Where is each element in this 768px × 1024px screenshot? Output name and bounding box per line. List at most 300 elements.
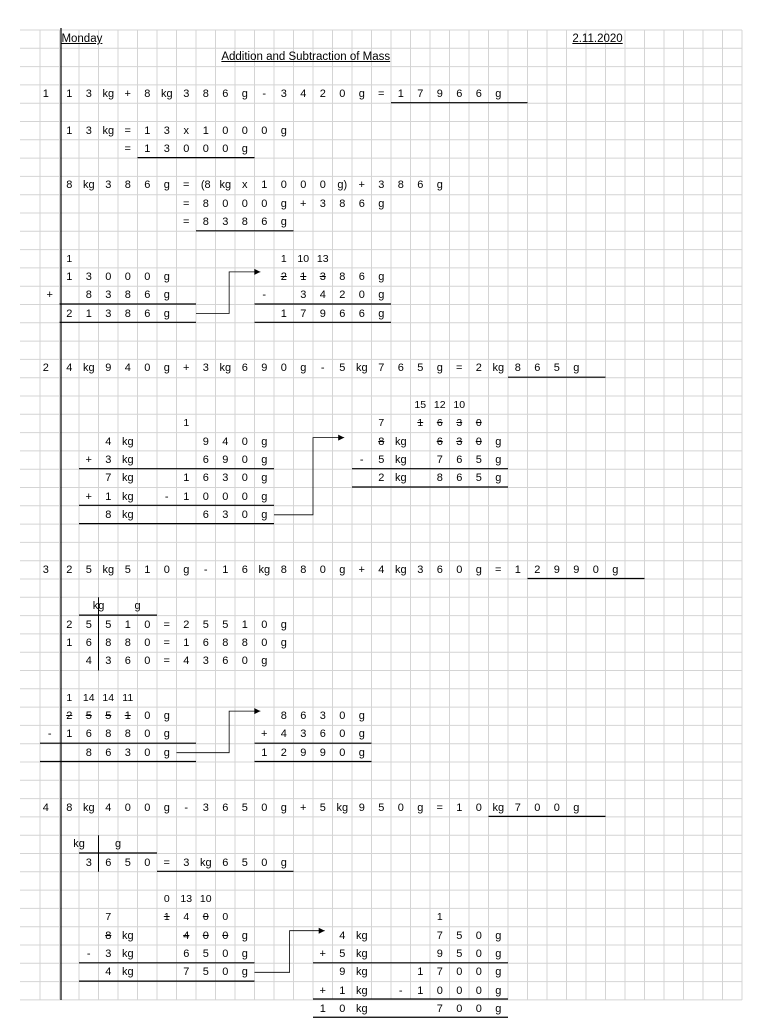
cell-text: 0 (534, 801, 541, 814)
cell-text: 9 (436, 948, 443, 960)
cell-text: 8 (436, 472, 443, 485)
cell-text: 0 (222, 948, 229, 960)
cell-text: g (163, 307, 170, 320)
borrow-digit: 15 (414, 399, 427, 411)
cell-text: 6 (202, 508, 209, 521)
cell-text: kg (394, 472, 407, 485)
cell-text: + (319, 948, 326, 960)
cell-text: 5 (475, 472, 482, 485)
cell-text: - (398, 984, 403, 997)
cell-text: 3 (378, 179, 385, 192)
cell-text: 3 (417, 563, 424, 576)
borrow-digit: 3 (456, 417, 463, 430)
cell-text: 2 (66, 710, 73, 723)
cell-text: 0 (144, 801, 151, 814)
cell-text: 3 (202, 655, 209, 668)
cell-text: = (163, 618, 170, 631)
cell-text: 2 (475, 362, 482, 375)
cell-text: 0 (261, 197, 268, 210)
column-header: g (134, 600, 141, 613)
cell-text: 8 (339, 197, 346, 210)
cell-text: 1 (66, 124, 73, 137)
cell-text: 6 (456, 472, 463, 485)
cell-text: 6 (222, 856, 229, 869)
cell-text: + (358, 563, 365, 576)
cell-text: kg (219, 179, 232, 192)
cell-text: 4 (124, 362, 131, 375)
cell-text: g (163, 270, 170, 283)
cell-text: 5 (378, 801, 385, 814)
cell-text: g (261, 453, 268, 466)
borrow-digit: 4 (183, 911, 190, 924)
cell-text: 5 (222, 618, 229, 631)
cell-text: g (280, 618, 287, 631)
cell-text: 8 (124, 179, 131, 192)
borrow-digit: 10 (297, 252, 310, 265)
cell-text: 6 (339, 307, 346, 320)
cell-text: 5 (202, 966, 209, 979)
cell-text: - (320, 362, 325, 375)
cell-text: 2 (534, 563, 541, 576)
cell-text: 6 (183, 948, 190, 960)
cell-text: 5 (124, 563, 131, 576)
cell-text: g (378, 307, 385, 320)
cell-text: 3 (105, 655, 112, 668)
cell-text: 0 (144, 856, 151, 869)
cell-text: 8 (280, 563, 287, 576)
borrow-digit: 0 (222, 911, 229, 924)
cell-text: g (436, 179, 443, 192)
cell-text: 1 (514, 563, 521, 576)
cell-text: kg (355, 929, 368, 942)
cell-text: 1 (85, 307, 92, 320)
cell-text: = (495, 563, 502, 576)
borrow-digit: 7 (378, 417, 385, 430)
cell-text: 6 (241, 362, 248, 375)
cell-text: 5 (475, 453, 482, 466)
cell-text: 7 (378, 362, 385, 375)
cell-text: g (241, 966, 248, 979)
carry-digit: 1 (66, 252, 73, 265)
cell-text: g (163, 710, 170, 723)
cell-text: 8 (85, 746, 92, 759)
cell-text: 0 (241, 508, 248, 521)
cell-text: g (163, 179, 170, 192)
cell-text: g (378, 289, 385, 302)
cell-text: + (300, 801, 307, 814)
cell-text: 9 (105, 362, 112, 375)
cell-text: 9 (319, 746, 326, 759)
cell-text: kg (121, 966, 134, 979)
cell-text: 0 (456, 563, 463, 576)
cell-text: 5 (241, 856, 248, 869)
cell-text: 2 (66, 618, 73, 631)
cell-text: 3 (319, 197, 326, 210)
cell-text: 6 (300, 710, 307, 723)
cell-text: 6 (358, 197, 365, 210)
cell-text: 5 (124, 856, 131, 869)
cell-text: 3 (105, 179, 112, 192)
borrow-digit: 13 (180, 893, 193, 906)
cell-text: g (241, 87, 248, 100)
cell-text: 0 (124, 270, 131, 283)
cell-text: 1 (183, 490, 190, 503)
cell-text: g (261, 655, 268, 668)
cell-text: 3 (105, 453, 112, 466)
cell-text: + (261, 728, 268, 741)
cell-text: 7 (436, 1002, 443, 1015)
cell-text: kg (121, 435, 134, 448)
cell-text: + (85, 490, 92, 503)
cell-text: 3 (300, 728, 307, 741)
cell-text: 0 (339, 87, 346, 100)
cell-text: 5 (85, 710, 92, 723)
cell-text: 4 (339, 929, 346, 942)
cell-text: 0 (319, 563, 326, 576)
cell-text: g (280, 856, 287, 869)
cell-text: 2 (378, 472, 385, 485)
cell-text: 8 (202, 87, 209, 100)
cell-text: g (495, 1002, 502, 1015)
cell-text: 5 (105, 618, 112, 631)
cell-text: 1 (417, 984, 424, 997)
cell-text: 4 (183, 655, 190, 668)
cell-text: 0 (144, 362, 151, 375)
cell-text: 1 (300, 270, 307, 283)
cell-text: kg (336, 801, 349, 814)
cell-text: kg (82, 179, 95, 192)
cell-text: 8 (202, 216, 209, 228)
cell-text: 6 (222, 655, 229, 668)
column-header: kg (73, 838, 85, 851)
cell-text: - (184, 801, 189, 814)
cell-text: 8 (280, 710, 287, 723)
borrow-digit: 1 (280, 252, 287, 265)
cell-text: 0 (261, 856, 268, 869)
cell-text: 3 (319, 710, 326, 723)
cell-text: 3 (222, 472, 229, 485)
cell-text: 0 (475, 948, 482, 960)
cell-text: 5 (85, 563, 92, 576)
cell-text: 1 (66, 87, 73, 100)
cell-text: kg (82, 362, 95, 375)
cell-text: 6 (144, 307, 151, 320)
problem-number: 2 (42, 362, 49, 375)
cell-text: 0 (300, 179, 307, 192)
cell-text: 4 (105, 966, 112, 979)
cell-text: 6 (456, 87, 463, 100)
cell-text: 8 (105, 636, 112, 649)
cell-text: 0 (241, 472, 248, 485)
cell-text: 5 (85, 618, 92, 631)
cell-text: 9 (222, 453, 229, 466)
cell-text: 3 (105, 948, 112, 960)
cell-text: g (495, 929, 502, 942)
borrow-digit: 1 (66, 691, 73, 704)
cell-text: 9 (202, 435, 209, 448)
cell-text: g (163, 362, 170, 375)
cell-text: 9 (436, 87, 443, 100)
cell-text: 1 (66, 270, 73, 283)
cell-text: g (163, 289, 170, 302)
cell-text: 0 (358, 289, 365, 302)
cell-text: kg (121, 508, 134, 521)
cell-text: 3 (85, 270, 92, 283)
cell-text: 2 (319, 87, 326, 100)
cell-text: 1 (417, 966, 424, 979)
cell-text: - (262, 87, 267, 100)
cell-text: 5 (319, 801, 326, 814)
cell-text: 8 (66, 801, 73, 814)
cell-text: + (46, 289, 53, 302)
cell-text: g (378, 270, 385, 283)
cell-text: 0 (475, 984, 482, 997)
cell-text: 6 (358, 270, 365, 283)
cell-text: 6 (202, 636, 209, 649)
cell-text: 2 (280, 270, 287, 283)
cell-text: kg (355, 1002, 368, 1015)
cell-text: 8 (105, 929, 112, 942)
cell-text: 1 (144, 142, 151, 155)
cell-text: = (436, 801, 443, 814)
cell-text: 3 (124, 746, 131, 759)
cell-text: kg (219, 362, 232, 375)
cell-text: 8 (66, 179, 73, 192)
cell-text: kg (160, 87, 173, 100)
cell-text: 0 (163, 563, 170, 576)
cell-text: 5 (553, 362, 560, 375)
cell-text: 8 (124, 636, 131, 649)
cell-text: 4 (280, 728, 287, 741)
cell-text: g (300, 362, 307, 375)
cell-text: 0 (202, 490, 209, 503)
cell-text: 6 (202, 472, 209, 485)
cell-text: kg (394, 563, 407, 576)
cell-text: = (163, 636, 170, 649)
cell-text: g (280, 636, 287, 649)
cell-text: 1 (105, 490, 112, 503)
cell-text: 1 (144, 124, 151, 137)
cell-text: + (124, 87, 131, 100)
cell-text: 6 (261, 216, 268, 228)
cell-text: 0 (339, 710, 346, 723)
cell-text: 8 (124, 728, 131, 741)
cell-text: 0 (241, 197, 248, 210)
cell-text: 8 (144, 87, 151, 100)
cell-text: 2 (66, 307, 73, 320)
cell-text: 0 (261, 124, 268, 137)
cell-text: g (280, 197, 287, 210)
cell-text: g (417, 801, 424, 814)
cell-text: kg (492, 362, 505, 375)
cell-text: 0 (553, 801, 560, 814)
cell-text: g (495, 948, 502, 960)
cell-text: = (183, 216, 190, 228)
cell-text: 0 (456, 1002, 463, 1015)
cell-text: 8 (124, 307, 131, 320)
cell-text: 1 (144, 563, 151, 576)
cell-text: kg (355, 984, 368, 997)
cell-text: g (495, 966, 502, 979)
cell-text: 8 (222, 636, 229, 649)
cell-text: 6 (144, 289, 151, 302)
cell-text: 7 (436, 966, 443, 979)
cell-text: 1 (222, 563, 229, 576)
cell-text: 8 (202, 197, 209, 210)
problem-number: 3 (42, 563, 49, 576)
cell-text: x (242, 179, 248, 192)
cell-text: 1 (66, 728, 73, 741)
cell-text: 3 (163, 142, 170, 155)
cell-text: - (262, 289, 267, 302)
cell-text: 0 (280, 362, 287, 375)
cell-text: 9 (339, 966, 346, 979)
cell-text: = (163, 655, 170, 668)
cell-text: 3 (105, 307, 112, 320)
cell-text: kg (355, 966, 368, 979)
cell-text: g (183, 563, 190, 576)
cell-text: 0 (475, 435, 482, 448)
cell-text: 0 (202, 929, 209, 942)
borrow-digit: 14 (82, 691, 95, 704)
cell-text: 1 (241, 618, 248, 631)
cell-text: 0 (124, 801, 131, 814)
cell-text: + (85, 453, 92, 466)
cell-text: kg (355, 948, 368, 960)
cell-text: 9 (358, 801, 365, 814)
cell-text: 0 (222, 142, 229, 155)
cell-text: 3 (202, 801, 209, 814)
cell-text: 3 (85, 124, 92, 137)
cell-text: 0 (397, 801, 404, 814)
cell-text: kg (394, 453, 407, 466)
cell-text: 6 (436, 435, 443, 448)
cell-text: 8 (124, 289, 131, 302)
cell-text: 0 (222, 929, 229, 942)
cell-text: 5 (456, 948, 463, 960)
cell-text: 4 (183, 929, 190, 942)
cell-text: g (241, 929, 248, 942)
carry-digit: 1 (183, 417, 190, 430)
cell-text: g (378, 197, 385, 210)
cell-text: 1 (66, 636, 73, 649)
column-header: g (114, 838, 122, 851)
cell-text: kg (82, 801, 95, 814)
borrow-digit: 12 (433, 399, 446, 411)
cell-text: g (280, 801, 287, 814)
cell-text: 3 (163, 124, 170, 137)
cell-text: 6 (436, 563, 443, 576)
cell-text: = (183, 179, 190, 192)
page-title: Addition and Subtraction of Mass (221, 51, 391, 64)
cell-text: 0 (280, 179, 287, 192)
cell-text: 5 (417, 362, 424, 375)
cell-text: 1 (339, 984, 346, 997)
cell-text: 4 (105, 801, 112, 814)
cell-text: 7 (183, 966, 190, 979)
cell-text: 1 (261, 746, 268, 759)
borrow-digit: 14 (102, 691, 115, 704)
cell-text: 5 (378, 453, 385, 466)
cell-text: 0 (475, 801, 482, 814)
cell-text: 0 (339, 1002, 346, 1015)
cell-text: 5 (456, 929, 463, 942)
cell-text: g (573, 362, 580, 375)
cell-text: g (495, 984, 502, 997)
cell-text: 4 (66, 362, 73, 375)
cell-text: g (475, 563, 482, 576)
cell-text: 8 (105, 728, 112, 741)
cell-text: - (86, 948, 91, 960)
cell-text: 7 (300, 307, 307, 320)
cell-text: 0 (105, 270, 112, 283)
cell-text: kg (121, 453, 134, 466)
cell-text: 0 (456, 984, 463, 997)
cell-text: g (163, 801, 170, 814)
cell-text: g (436, 362, 443, 375)
cell-text: 6 (124, 655, 131, 668)
cell-text: 0 (436, 984, 443, 997)
cell-text: 7 (514, 801, 521, 814)
cell-text: 6 (319, 728, 326, 741)
cell-text: 8 (105, 508, 112, 521)
borrow-digit: 0 (475, 417, 482, 430)
cell-text: 9 (261, 362, 268, 375)
cell-text: 1 (397, 87, 404, 100)
cell-text: 6 (105, 856, 112, 869)
cell-text: 4 (85, 655, 92, 668)
cell-text: 7 (436, 929, 443, 942)
cell-text: 3 (300, 289, 307, 302)
cell-text: 3 (202, 362, 209, 375)
cell-text: 8 (514, 362, 521, 375)
cell-text: g (495, 435, 502, 448)
borrow-digit: 10 (453, 399, 466, 411)
cell-text: 4 (319, 289, 326, 302)
cell-text: 6 (417, 179, 424, 192)
cell-text: 0 (241, 655, 248, 668)
day-label: Monday (61, 33, 103, 45)
cell-text: g (358, 746, 365, 759)
cell-text: g (163, 746, 170, 759)
cell-text: 0 (339, 746, 346, 759)
cell-text: g (241, 948, 248, 960)
cell-text: 0 (144, 636, 151, 649)
cell-text: g (261, 508, 268, 521)
cell-text: 0 (475, 929, 482, 942)
cell-text: 6 (475, 87, 482, 100)
cell-text: 2 (66, 563, 73, 576)
cell-text: 6 (144, 179, 151, 192)
cell-text: 4 (105, 435, 112, 448)
cell-text: (8 (200, 179, 211, 192)
cell-text: + (358, 179, 365, 192)
cell-text: 0 (222, 490, 229, 503)
cell-text: 6 (222, 801, 229, 814)
cell-text: 9 (300, 746, 307, 759)
cell-text: 6 (222, 87, 229, 100)
cell-text: 5 (202, 618, 209, 631)
cell-text: g (495, 472, 502, 485)
carry-digit: 1 (436, 911, 443, 924)
cell-text: 8 (339, 270, 346, 283)
cell-text: 0 (241, 124, 248, 137)
cell-text: 0 (456, 966, 463, 979)
cell-text: 0 (144, 710, 151, 723)
cell-text: - (203, 563, 208, 576)
cell-text: 3 (319, 270, 326, 283)
cell-text: 6 (534, 362, 541, 375)
